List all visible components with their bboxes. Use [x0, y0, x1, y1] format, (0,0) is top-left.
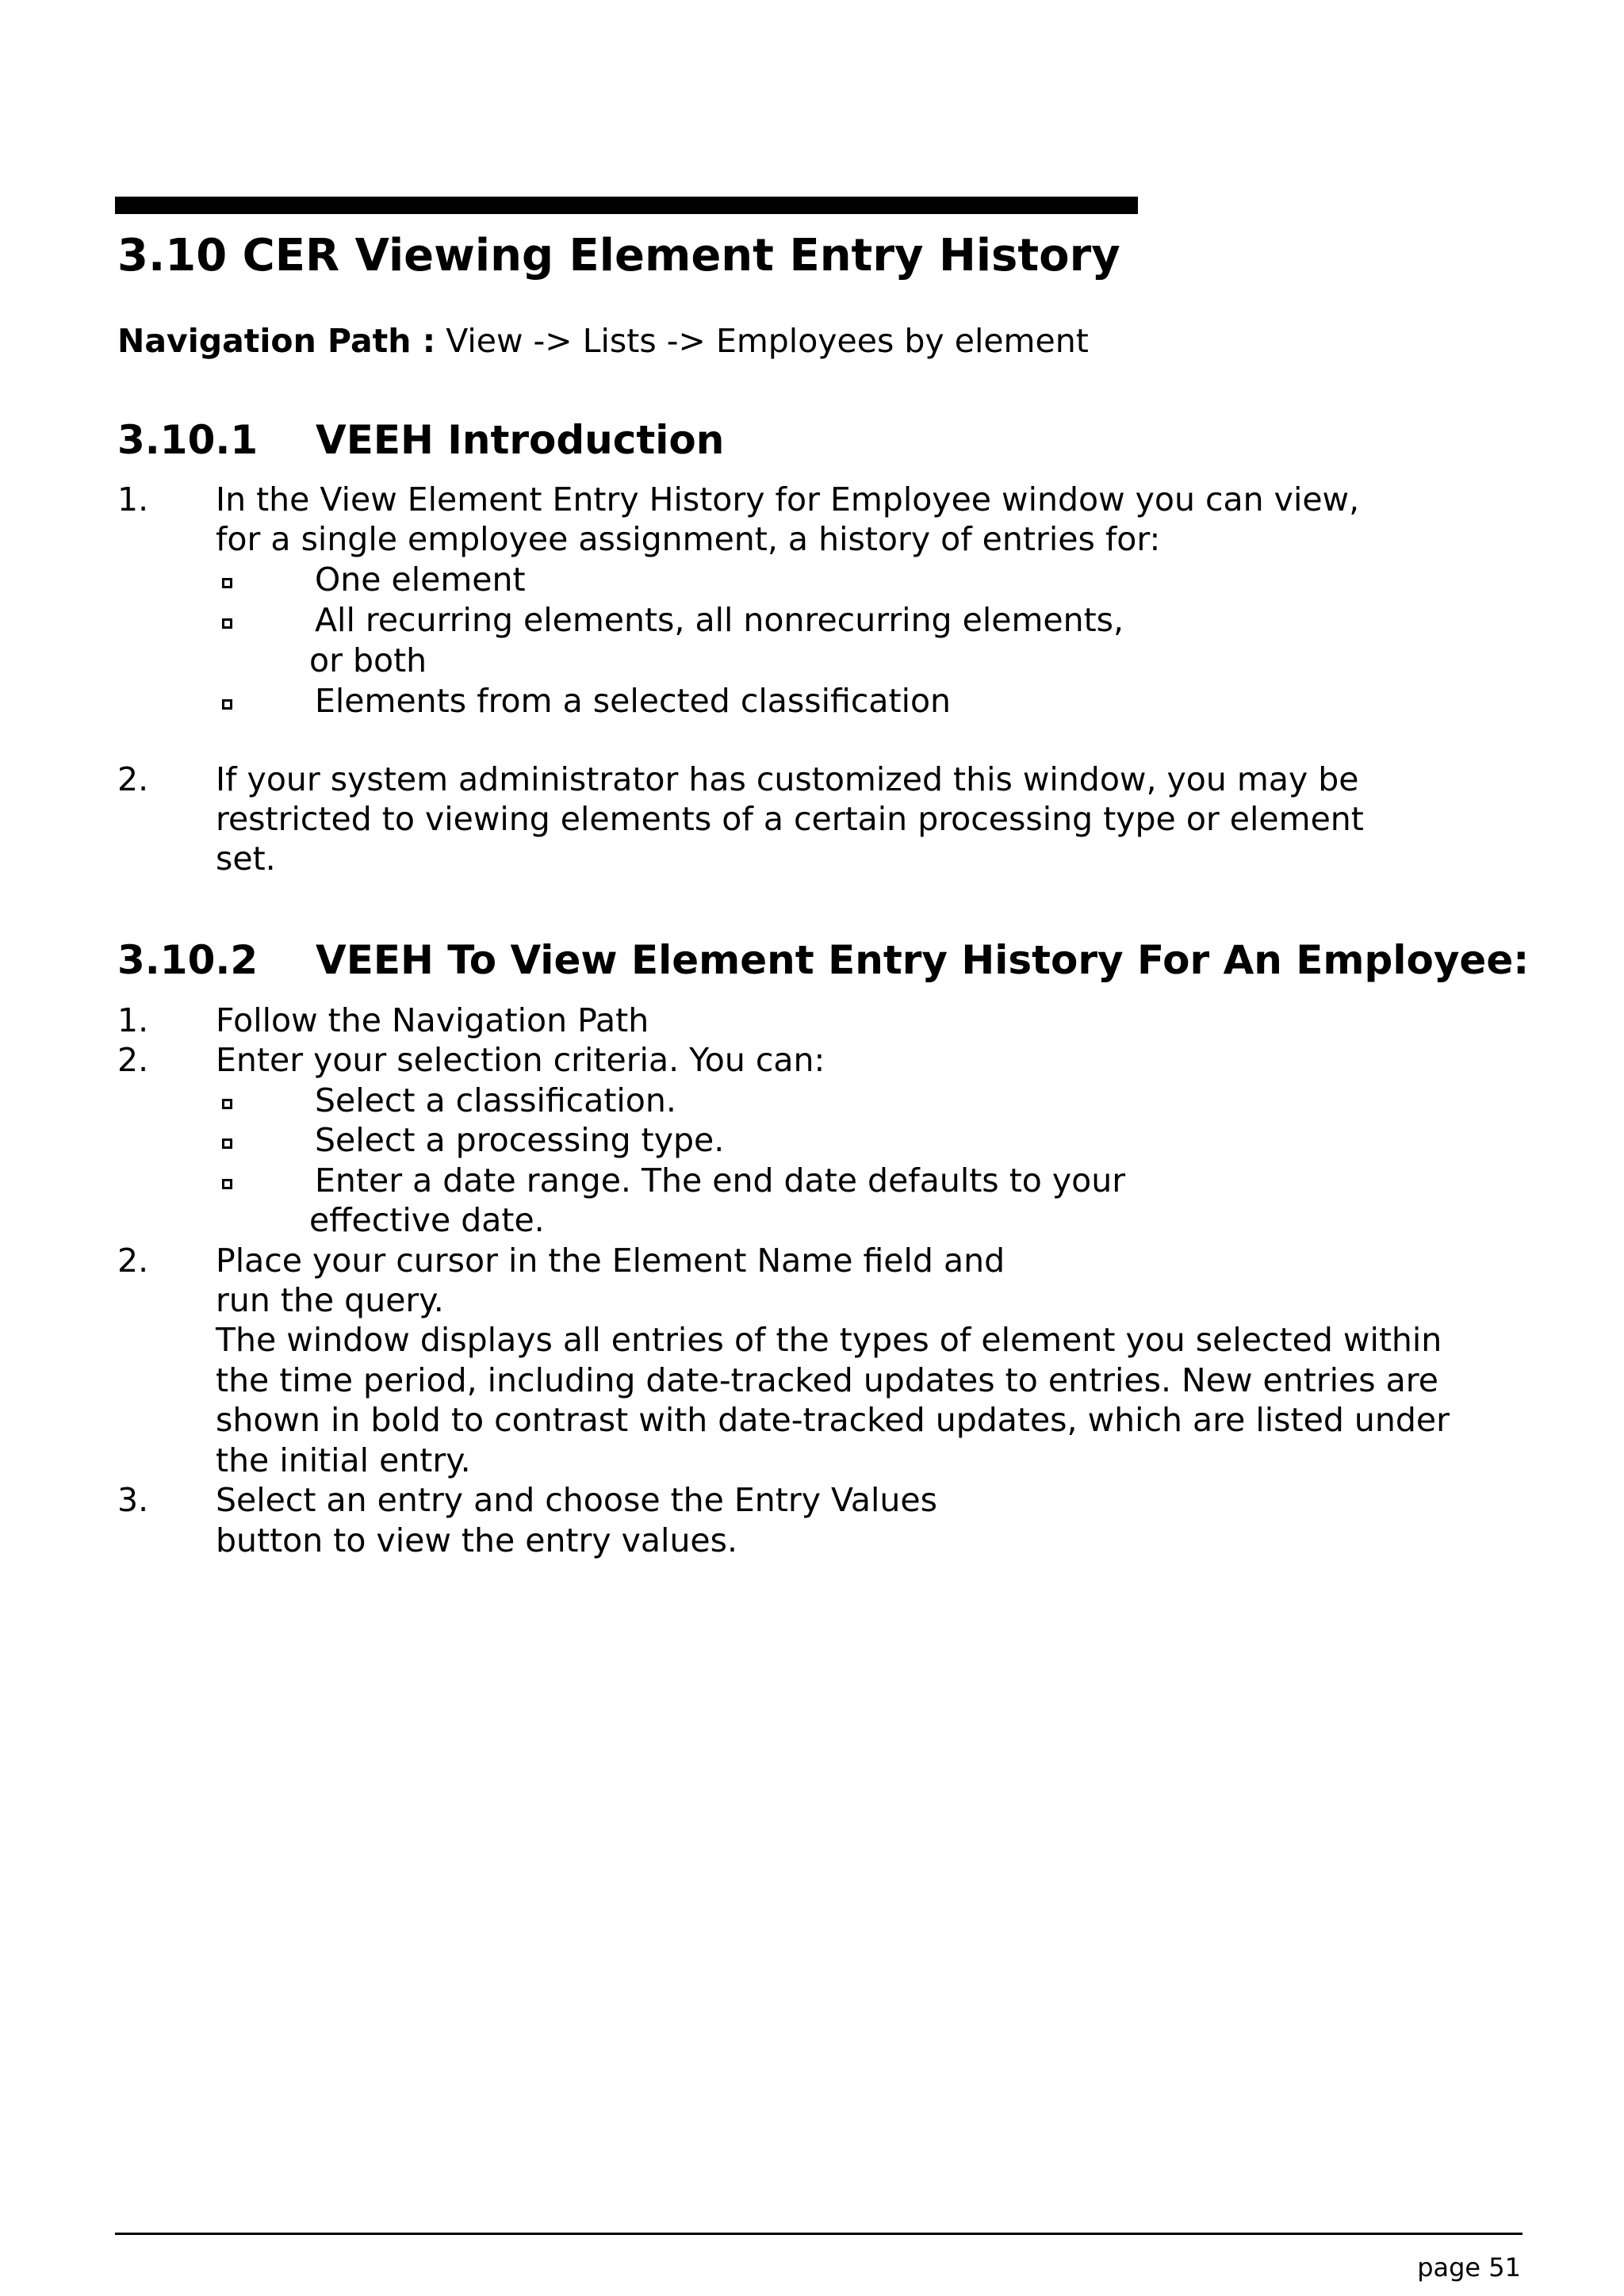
item-number: 2.	[117, 760, 149, 798]
item-line: If your system administrator has customized this window, you may be	[216, 760, 1359, 798]
bullet-text: Select a classification.	[315, 1081, 676, 1119]
bullet-text: All recurring elements, all nonrecurring elements,	[315, 601, 1124, 639]
step-number: 2.	[117, 1041, 149, 1079]
step-text: the time period, including date-tracked updates to entries. New entries are	[216, 1361, 1438, 1399]
subsection-2-number: 3.10.2	[117, 937, 259, 983]
step-text: the initial entry.	[216, 1441, 471, 1479]
subsection-1-title: VEEH Introduction	[316, 417, 725, 463]
step-text: shown in bold to contrast with date-tracked updates, which are listed under	[216, 1401, 1450, 1439]
checkbox-bullet-icon	[222, 1099, 232, 1109]
bullet-text: One element	[315, 561, 526, 599]
item-number: 1.	[117, 480, 149, 519]
bullet-text-continuation: effective date.	[309, 1201, 545, 1239]
footer-rule	[115, 2233, 1522, 2235]
step-text: The window displays all entries of the types of element you selected within	[216, 1321, 1442, 1359]
step-number: 2.	[117, 1242, 149, 1280]
subsection-1-heading	[117, 412, 724, 468]
subsection-1-number: 3.10.1	[117, 417, 259, 463]
navigation-path	[117, 316, 1089, 366]
step-text: Enter your selection criteria. You can:	[216, 1041, 825, 1079]
page-number: page 51	[1417, 2252, 1521, 2283]
item-line: In the View Element Entry History for Employee window you can view,	[216, 480, 1360, 519]
bullet-text: Select a processing type.	[315, 1121, 725, 1159]
checkbox-bullet-icon	[222, 618, 232, 629]
checkbox-bullet-icon	[222, 1179, 232, 1189]
checkbox-bullet-icon	[222, 578, 232, 588]
section-title: 3.10 CER Viewing Element Entry History	[117, 230, 1120, 281]
item-line: restricted to viewing elements of a certain processing type or element	[216, 800, 1364, 838]
step-text: Follow the Navigation Path	[216, 1001, 649, 1039]
item-line: for a single employee assignment, a history of entries for:	[216, 520, 1161, 558]
step-number: 3.	[117, 1481, 149, 1519]
step-text: button to view the entry values.	[216, 1521, 738, 1559]
step-text: Select an entry and choose the Entry Values	[216, 1481, 937, 1519]
subsection-2-title: VEEH To View Element Entry History For An Employee:	[316, 937, 1530, 983]
top-rule	[115, 197, 1138, 214]
step-text: run the query.	[216, 1281, 444, 1319]
bullet-text: Elements from a selected classification	[315, 682, 952, 720]
step-text: Place your cursor in the Element Name field and	[216, 1242, 1005, 1280]
checkbox-bullet-icon	[222, 699, 232, 710]
bullet-text: Enter a date range. The end date defaults to your	[315, 1161, 1126, 1200]
navigation-path-label: Navigation Path :	[117, 322, 436, 360]
subsection-2-heading	[117, 932, 1529, 988]
item-line: set.	[216, 840, 276, 878]
navigation-path-value: View -> Lists -> Employees by element	[446, 322, 1089, 360]
step-number: 1.	[117, 1001, 149, 1039]
checkbox-bullet-icon	[222, 1138, 232, 1149]
bullet-text-continuation: or both	[309, 641, 427, 679]
